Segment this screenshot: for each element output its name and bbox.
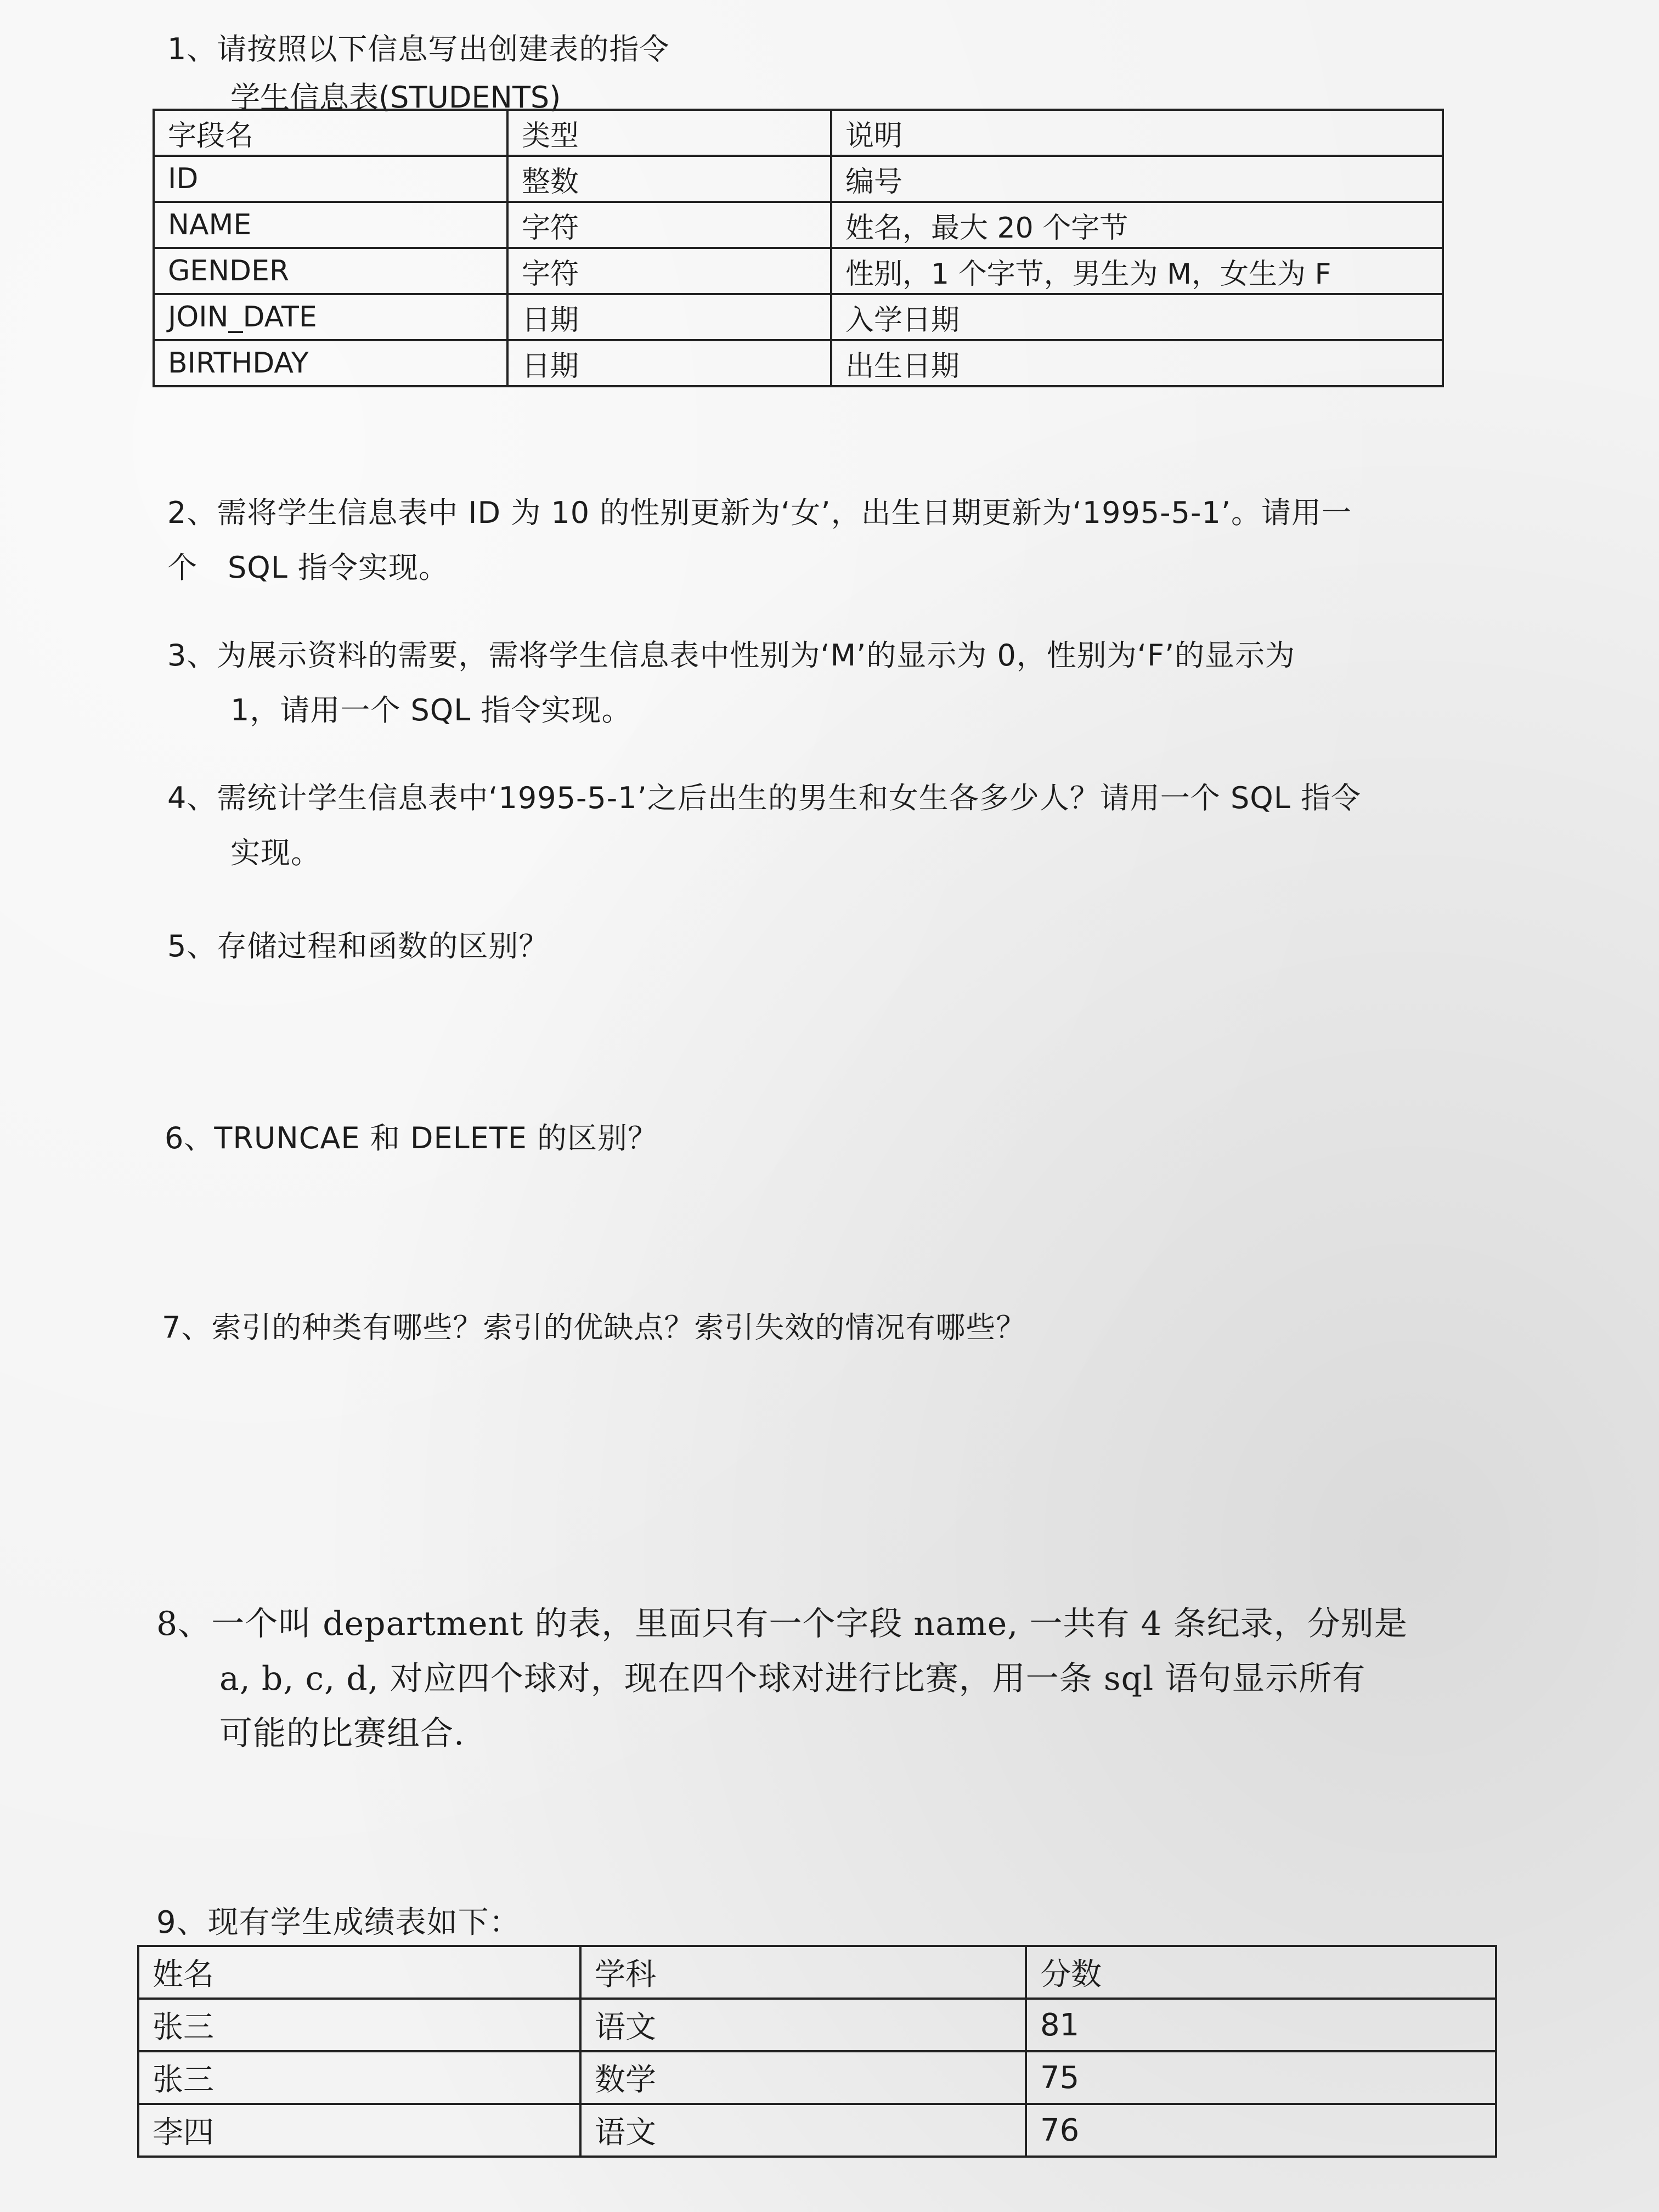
question-7-text: 7、索引的种类有哪些？索引的优缺点？索引失效的情况有哪些？ xyxy=(162,1310,1026,1345)
field-name-cell: BIRTHDAY xyxy=(154,340,507,386)
table-header-row xyxy=(154,110,1443,156)
score-cell: 75 xyxy=(1026,2051,1496,2104)
table-row xyxy=(154,156,1443,202)
question-2 xyxy=(167,486,1352,595)
table-row xyxy=(154,294,1443,340)
student-name-cell: 李四 xyxy=(138,2104,580,2157)
table-row xyxy=(154,340,1443,386)
field-type-cell: 日期 xyxy=(507,294,831,340)
table-row xyxy=(138,1999,1496,2051)
header-cell: 学科 xyxy=(580,1946,1026,1999)
score-cell: 76 xyxy=(1026,2104,1496,2157)
question-6-text: 6、TRUNCAE 和 DELETE 的区别？ xyxy=(165,1121,658,1155)
subject-cell: 语文 xyxy=(580,1999,1026,2051)
table-row xyxy=(138,2051,1496,2104)
subject-cell: 数学 xyxy=(580,2051,1026,2104)
question-3-line-1: 3、为展示资料的需要，需将学生信息表中性别为‘M’的显示为 0，性别为‘F’的显示为 xyxy=(167,638,1296,673)
question-1 xyxy=(167,22,669,77)
field-name-cell: JOIN_DATE xyxy=(154,294,507,340)
question-3 xyxy=(167,628,1295,738)
table-header-row xyxy=(138,1946,1496,1999)
question-1-prompt: 1、请按照以下信息写出创建表的指令 xyxy=(167,32,670,66)
question-2-line-1: 2、需将学生信息表中 ID 为 10 的性别更新为‘女’，出生日期更新为‘1995-5-1’。请用一 xyxy=(167,495,1352,530)
question-8-line-2: a, b, c, d, 对应四个球对，现在四个球对进行比赛，用一条 sql 语句显示所有 xyxy=(219,1660,1366,1698)
header-cell: 类型 xyxy=(507,110,831,156)
field-desc-cell: 出生日期 xyxy=(831,340,1443,386)
field-desc-cell: 入学日期 xyxy=(831,294,1443,340)
question-4 xyxy=(167,771,1361,881)
table-row xyxy=(138,2104,1496,2157)
table-row xyxy=(154,202,1443,248)
field-desc-cell: 编号 xyxy=(831,156,1443,202)
question-6 xyxy=(165,1111,658,1166)
students-schema-table xyxy=(153,109,1444,387)
field-type-cell: 日期 xyxy=(507,340,831,386)
field-desc-cell: 姓名，最大 20 个字节 xyxy=(831,202,1443,248)
field-name-cell: ID xyxy=(154,156,507,202)
header-cell: 分数 xyxy=(1026,1946,1496,1999)
field-desc-cell: 性别，1 个字节，男生为 M，女生为 F xyxy=(831,248,1443,294)
question-7 xyxy=(162,1300,1026,1355)
field-name-cell: NAME xyxy=(154,202,507,248)
students-table-caption: 学生信息表(STUDENTS) xyxy=(230,80,561,115)
field-type-cell: 字符 xyxy=(507,248,831,294)
subject-cell: 语文 xyxy=(580,2104,1026,2157)
question-3-line-2: 1，请用一个 SQL 指令实现。 xyxy=(230,693,632,727)
question-8-line-1: 8、一个叫 department 的表，里面只有一个字段 name, 一共有 4 条纪录，分别是 xyxy=(156,1605,1408,1643)
score-cell: 81 xyxy=(1026,1999,1496,2051)
question-9 xyxy=(156,1895,521,1950)
question-9-prompt: 9、现有学生成绩表如下： xyxy=(156,1905,521,1940)
question-5 xyxy=(167,919,549,974)
header-cell: 说明 xyxy=(831,110,1443,156)
question-4-line-1: 4、需统计学生信息表中‘1995-5-1’之后出生的男生和女生各多少人？请用一个 SQL 指令 xyxy=(167,781,1361,815)
student-name-cell: 张三 xyxy=(138,1999,580,2051)
question-8 xyxy=(156,1596,1408,1761)
scores-table xyxy=(137,1945,1497,2158)
header-cell: 字段名 xyxy=(154,110,507,156)
field-type-cell: 整数 xyxy=(507,156,831,202)
question-5-text: 5、存储过程和函数的区别？ xyxy=(167,929,549,963)
student-name-cell: 张三 xyxy=(138,2051,580,2104)
field-type-cell: 字符 xyxy=(507,202,831,248)
table-row xyxy=(154,248,1443,294)
field-name-cell: GENDER xyxy=(154,248,507,294)
header-cell: 姓名 xyxy=(138,1946,580,1999)
question-8-line-3: 可能的比赛组合. xyxy=(219,1714,465,1753)
question-4-line-2: 实现。 xyxy=(230,836,321,870)
question-2-line-2: 个 SQL 指令实现。 xyxy=(167,550,449,585)
